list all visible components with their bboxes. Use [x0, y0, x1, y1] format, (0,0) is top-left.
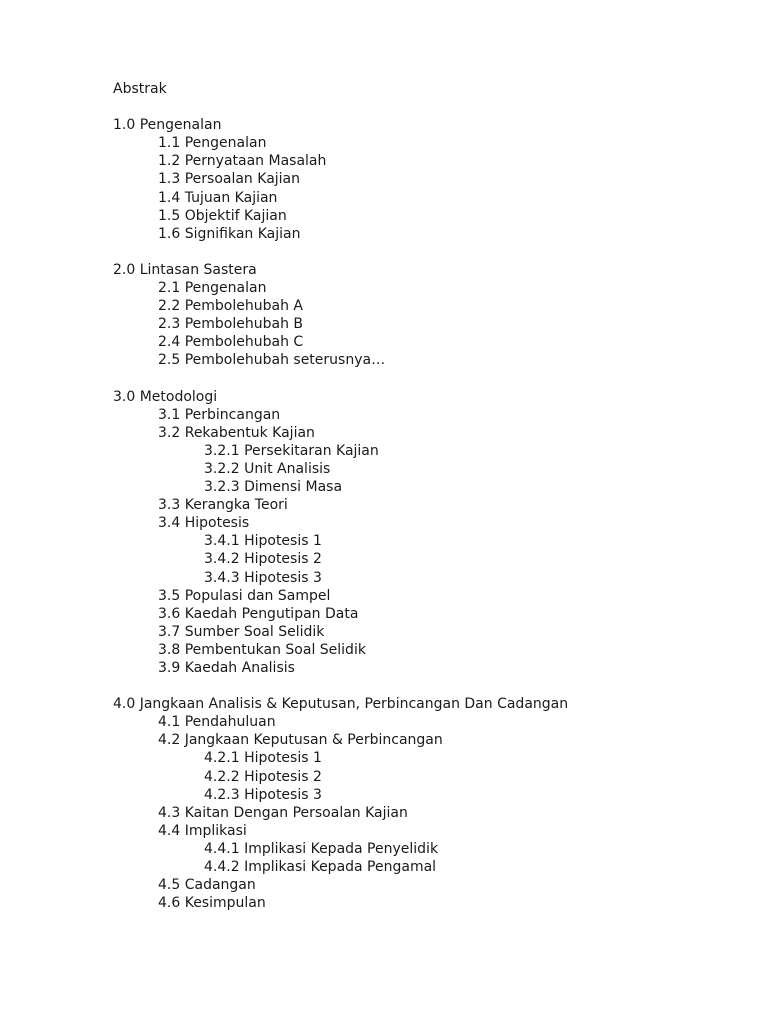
spacer: [113, 98, 753, 116]
toc-item: 3.2 Rekabentuk Kajian: [158, 424, 315, 441]
toc-item: 3.7 Sumber Soal Selidik: [158, 623, 325, 640]
toc-subitem: 4.2.2 Hipotesis 2: [204, 768, 322, 785]
toc-item: 2.2 Pembolehubah A: [158, 298, 303, 315]
toc-subitem: 4.2.1 Hipotesis 1: [204, 750, 322, 767]
toc-item: 4.3 Kaitan Dengan Persoalan Kajian: [158, 804, 408, 821]
toc-item: 1.4 Tujuan Kajian: [158, 189, 278, 206]
spacer: [113, 677, 753, 695]
toc-item: 4.1 Pendahuluan: [158, 714, 276, 731]
toc-item: 1.5 Objektif Kajian: [158, 207, 287, 224]
toc-item: 3.3 Kerangka Teori: [158, 497, 288, 514]
toc-item: 4.2 Jangkaan Keputusan & Perbincangan: [158, 732, 443, 749]
toc-item: 1.3 Persoalan Kajian: [158, 171, 301, 188]
toc-item: 4.6 Kesimpulan: [158, 895, 266, 912]
toc-item: 3.8 Pembentukan Soal Selidik: [158, 641, 366, 658]
section-heading: 1.0 Pengenalan: [113, 117, 222, 134]
toc-item: 3.1 Perbincangan: [158, 406, 281, 423]
toc-item: 3.4 Hipotesis: [158, 515, 250, 532]
section-heading: 2.0 Lintasan Sastera: [113, 261, 257, 278]
toc-subitem: 3.2.2 Unit Analisis: [204, 460, 331, 477]
toc-item: 2.3 Pembolehubah B: [158, 316, 304, 333]
toc-subitem: 4.2.3 Hipotesis 3: [204, 786, 322, 803]
abstract-heading: Abstrak: [113, 81, 167, 97]
toc-subitem: 3.2.1 Persekitaran Kajian: [204, 442, 379, 459]
toc-subitem: 4.4.1 Implikasi Kepada Penyelidik: [204, 840, 439, 857]
toc-subitem: 4.4.2 Implikasi Kepada Pengamal: [204, 859, 437, 876]
toc-subitem: 3.4.3 Hipotesis 3: [204, 569, 322, 586]
toc-item: 4.4 Implikasi: [158, 822, 247, 839]
toc-item: 3.5 Populasi dan Sampel: [158, 587, 331, 604]
toc-item: 4.5 Cadangan: [158, 877, 256, 894]
toc-item: 1.1 Pengenalan: [158, 135, 267, 152]
toc-item: 2.5 Pembolehubah seterusnya…: [158, 352, 386, 369]
toc-subitem: 3.2.3 Dimensi Masa: [204, 479, 343, 496]
section-heading: 4.0 Jangkaan Analisis & Keputusan, Perbincangan Dan Cadangan: [113, 696, 569, 713]
toc-subitem: 3.4.1 Hipotesis 1: [204, 533, 322, 550]
toc-sections: [113, 116, 753, 912]
toc-item: 1.6 Signifikan Kajian: [158, 225, 301, 242]
spacer: [113, 370, 753, 388]
toc-item: 3.6 Kaedah Pengutipan Data: [158, 605, 359, 622]
toc-item: 2.4 Pembolehubah C: [158, 334, 304, 351]
toc-subitem: 3.4.2 Hipotesis 2: [204, 551, 322, 568]
section-heading: 3.0 Metodologi: [113, 388, 218, 405]
toc-item: 3.9 Kaedah Analisis: [158, 660, 295, 676]
table-of-contents: [113, 80, 753, 912]
toc-item: 2.1 Pengenalan: [158, 280, 267, 297]
spacer: [113, 243, 753, 261]
toc-item: 1.2 Pernyataan Masalah: [158, 153, 327, 170]
